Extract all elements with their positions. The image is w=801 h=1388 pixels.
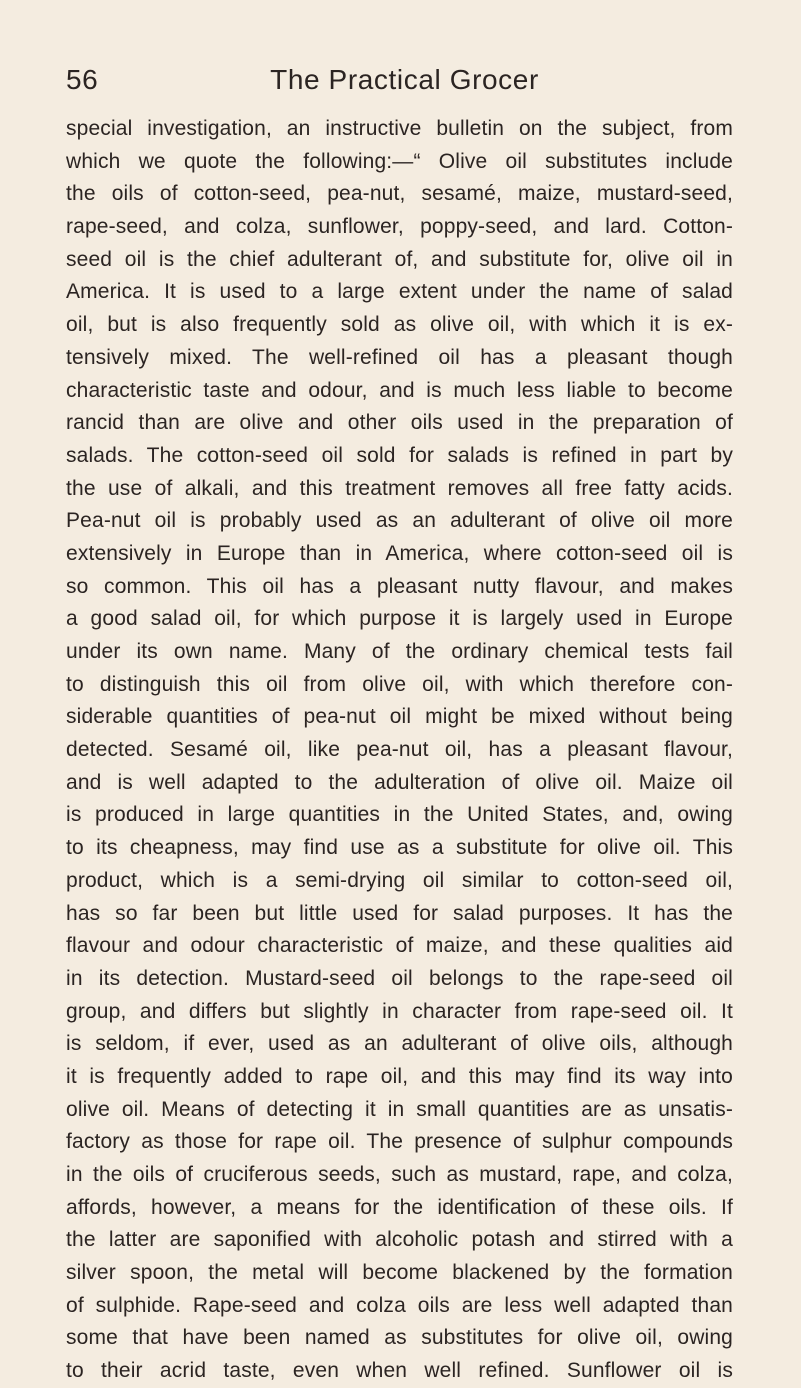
text-line: silver spoon, the metal will become blackened by the formation xyxy=(66,1261,733,1285)
text-line: America. It is used to a large extent under the name of salad xyxy=(66,280,733,304)
text-line: in its detection. Mustard-seed oil belongs to the rape-seed oil xyxy=(66,966,733,990)
text-line: siderable quantities of pea-nut oil might be mixed without being xyxy=(66,705,733,729)
page-header xyxy=(66,60,735,100)
text-line: characteristic taste and odour, and is much less liable to become xyxy=(66,378,733,402)
text-line: special investigation, an instructive bulletin on the subject, from xyxy=(66,117,733,140)
text-line: tensively mixed. The well-refined oil has a pleasant though xyxy=(66,345,733,369)
text-line: factory as those for rape oil. The presence of sulphur compounds xyxy=(66,1130,733,1154)
text-line: to its cheapness, may find use as a substitute for olive oil. This xyxy=(66,836,733,860)
text-line: and is well adapted to the adulteration of olive oil. Maize oil xyxy=(66,770,733,794)
text-line: to distinguish this oil from olive oil, with which therefore con- xyxy=(66,672,733,696)
text-line: detected. Sesamé oil, like pea-nut oil, has a pleasant flavour, xyxy=(66,738,733,762)
running-title: The Practical Grocer xyxy=(270,64,539,95)
text-line: olive oil. Means of detecting it in small quantities are as unsatis- xyxy=(66,1097,733,1121)
text-line: so common. This oil has a pleasant nutty flavour, and makes xyxy=(66,574,733,598)
text-line: it is frequently added to rape oil, and this may find its way into xyxy=(66,1064,733,1088)
text-line: Pea-nut oil is probably used as an adulterant of olive oil more xyxy=(66,509,733,533)
text-line: the oils of cotton-seed, pea-nut, sesamé, maize, mustard-seed, xyxy=(66,182,733,206)
text-line: to their acrid taste, even when well refined. Sunflower oil is xyxy=(66,1359,733,1383)
text-line: which we quote the following:—“ Olive oil substitutes include xyxy=(66,149,733,173)
text-line: the latter are saponified with alcoholic potash and stirred with a xyxy=(66,1228,733,1252)
text-line: is produced in large quantities in the United States, and, owing xyxy=(66,803,733,827)
text-line: has so far been but little used for salad purposes. It has the xyxy=(66,901,733,925)
text-line: a good salad oil, for which purpose it is largely used in Europe xyxy=(66,607,733,631)
text-line: some that have been named as substitutes for olive oil, owing xyxy=(66,1326,733,1350)
text-line: flavour and odour characteristic of maize, and these qualities aid xyxy=(66,934,733,958)
text-line: under its own name. Many of the ordinary chemical tests fail xyxy=(66,640,733,663)
body-text xyxy=(66,113,733,1388)
text-line: affords, however, a means for the identification of these oils. If xyxy=(66,1195,733,1219)
text-line: rape-seed, and colza, sunflower, poppy-seed, and lard. Cotton- xyxy=(66,215,733,239)
page-number: 56 xyxy=(66,64,99,95)
text-line: rancid than are olive and other oils used in the preparation of xyxy=(66,411,733,435)
text-line: extensively in Europe than in America, where cotton-seed oil is xyxy=(66,541,733,565)
text-line: group, and differs but slightly in character from rape-seed oil. It xyxy=(66,999,733,1023)
text-line: oil, but is also frequently sold as olive oil, with which it is ex- xyxy=(66,313,733,337)
text-line: seed oil is the chief adulterant of, and substitute for, olive oil in xyxy=(66,247,733,271)
text-line: in the oils of cruciferous seeds, such as mustard, rape, and colza, xyxy=(66,1163,733,1186)
text-line: product, which is a semi-drying oil similar to cotton-seed oil, xyxy=(66,868,733,892)
text-line: salads. The cotton-seed oil sold for salads is refined in part by xyxy=(66,443,733,467)
text-line: of sulphide. Rape-seed and colza oils are less well adapted than xyxy=(66,1293,733,1317)
text-line: the use of alkali, and this treatment removes all free fatty acids. xyxy=(66,476,733,500)
text-line: is seldom, if ever, used as an adulterant of olive oils, although xyxy=(66,1032,733,1056)
